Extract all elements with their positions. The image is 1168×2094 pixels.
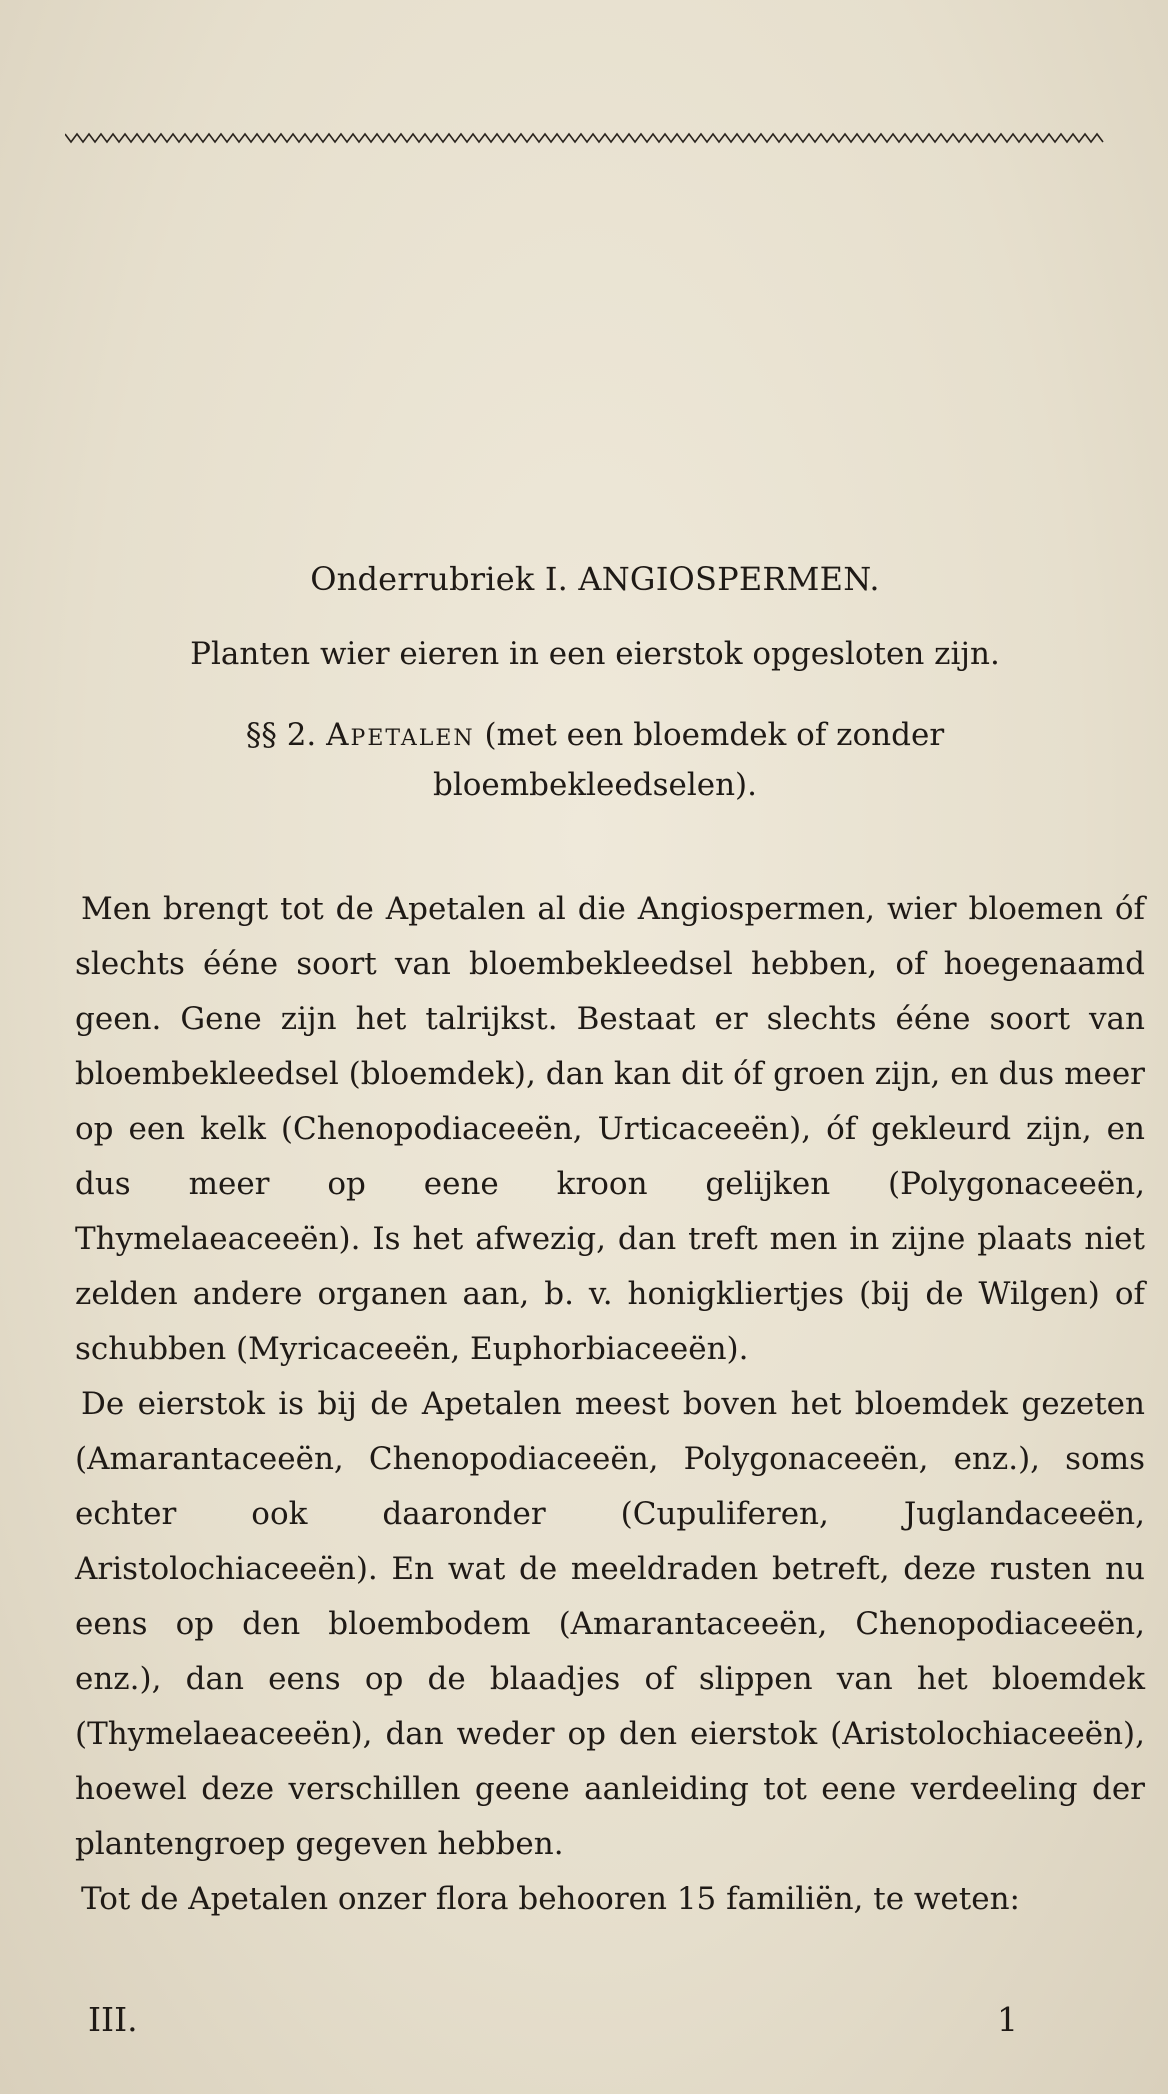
section-description-line1: (met een bloemdek of zonder <box>484 717 945 753</box>
paragraph: De eierstok is bij de Apetalen meest boven het bloemdek gezeten (Amarantaceeën, Chenopodiaceeën, Polygonaceeën, enz.), soms echter ook daaronder (Cupuliferen, Juglandaceeën, Aristolochiaceeën). En wat de meeldraden betreft, deze rusten nu eens op den bloembodem (Amarantaceeën, Chenopodiaceeën, enz.), dan eens op de blaadjes of slippen van het bloemdek (Thymelaeaceeën), dan weder op den eierstok (Aristolochiaceeën), hoewel deze verschillen geene aanleiding tot eene verdeeling der plantengroep gegeven hebben. <box>75 1386 1145 1862</box>
section-heading <box>185 710 1005 810</box>
section-number: §§ 2. <box>245 717 317 753</box>
page-footer <box>88 2000 1018 2039</box>
paragraph: Tot de Apetalen onzer flora behooren 15 familiën, te weten: <box>81 1881 1020 1917</box>
section-name: Apetalen <box>326 717 475 753</box>
subdivision-heading: Onderrubriek I. ANGIOSPERMEN. <box>310 560 880 598</box>
page-number: 1 <box>997 2000 1018 2039</box>
signature-mark: III. <box>88 2000 138 2039</box>
paragraph: Men brengt tot de Apetalen al die Angiospermen, wier bloemen óf slechts ééne soort van bloembekleedsel hebben, of hoegenaamd geen. Gene zijn het talrijkst. Bestaat er slechts ééne soort van bloembekleedsel (bloemdek), dan kan dit óf groen zijn, en dus meer op een kelk (Chenopodiaceeën, Urticaceeën), óf gekleurd zijn, en dus meer op eene kroon gelijken (Polygonaceeën, Thymelaeaceeën). Is het afwezig, dan treft men in zijne plaats niet zelden andere organen aan, b. v. honigkliertjes (bij de Wilgen) of schubben (Myricaceeën, Euphorbiaceeën). <box>75 891 1145 1367</box>
main-text <box>75 560 1145 1927</box>
subdivision-description: Planten wier eieren in een eierstok opgesloten zijn. <box>190 636 1000 672</box>
decorative-rule <box>65 130 1105 146</box>
section-description-line2: bloembekleedselen). <box>432 767 758 803</box>
